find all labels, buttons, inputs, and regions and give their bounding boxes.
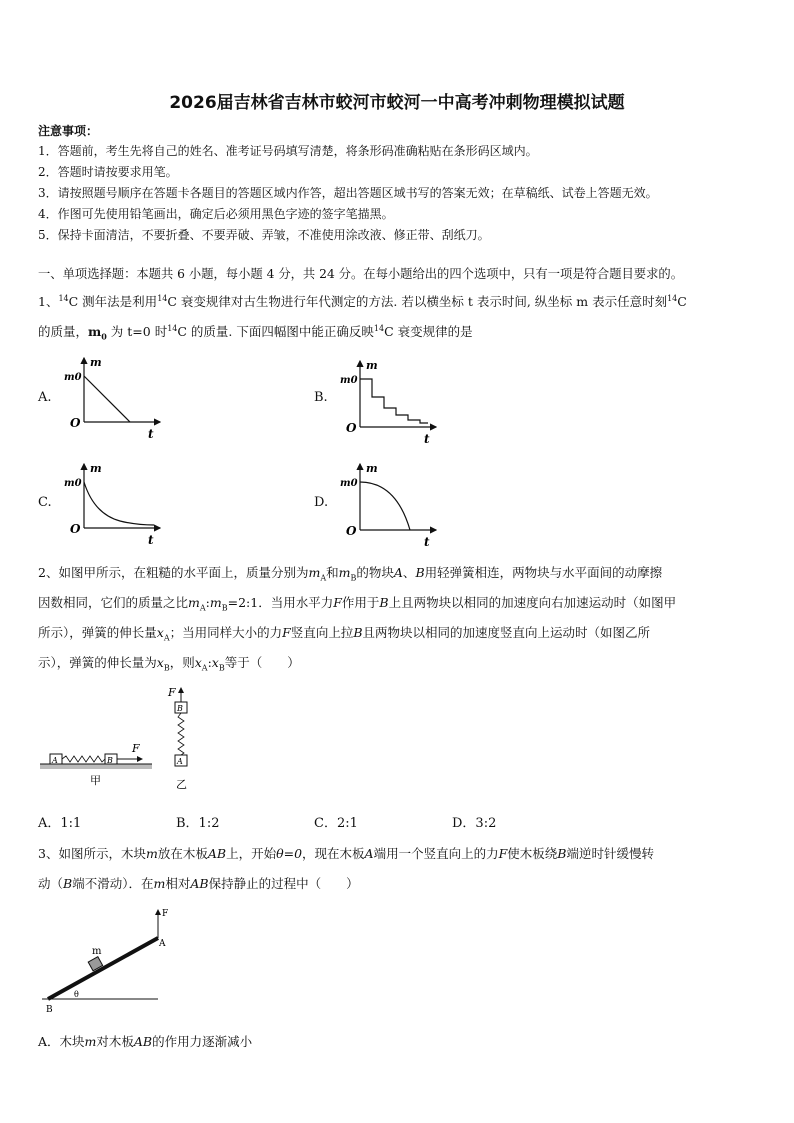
decay-curve bbox=[360, 379, 428, 423]
q2-line-2: 因数相同，它们的质量之比$m_A:m_B=2:1$．当用水平力F作用于B上且两物块以相同的加速度向右加速运动时（如图甲 bbox=[38, 595, 677, 613]
board-ab bbox=[48, 938, 158, 999]
q3-line-1: 3、如图所示，木块m放在木板AB上，开始θ=0，现在木板A端用一个竖直向上的力F使木板绕B端逆时针缓慢转 bbox=[38, 846, 654, 861]
svg-text:m0: m0 bbox=[64, 478, 82, 489]
page-title: 2026届吉林省吉林市蛟河市蛟河一中高考冲刺物理模拟试题 bbox=[169, 93, 625, 113]
q1-line-1: 1、$^{14}$C 测年法是利用$^{14}$C 衰变规律对古生物进行年代测定的方法. 若以横坐标 t 表示时间, 纵坐标 m 表示任意时刻$^{14}$C bbox=[38, 293, 687, 309]
axis-label-m0: m0 bbox=[64, 372, 82, 383]
notice-item-2: 2．答题时请按要求用笔。 bbox=[38, 165, 178, 179]
graph-d bbox=[336, 458, 446, 550]
q2-line-1: 2、如图甲所示，在粗糙的水平面上，质量分别为$m_A$和$m_B$的物块A、B用轻弹簧相连，两物块与水平面间的动摩擦 bbox=[38, 565, 663, 583]
svg-text:F: F bbox=[162, 909, 169, 919]
graph-b bbox=[336, 355, 446, 447]
svg-text:m: m bbox=[366, 359, 378, 372]
q1-option-a[interactable]: A. bbox=[38, 390, 52, 405]
svg-text:O: O bbox=[346, 421, 357, 435]
svg-text:O: O bbox=[70, 522, 81, 536]
q1-line-2: 的质量，$m_0$ 为 t=0 时$^{14}$C 的质量. 下面四幅图中能正确反映$^{14}$C 衰变规律的是 bbox=[38, 323, 473, 342]
q2-option-b[interactable]: B．1:2 bbox=[176, 816, 220, 831]
fig-label-yi: 乙 bbox=[176, 778, 187, 791]
q2-line-4: 示），弹簧的伸长量为$x_B$，则$x_A:x_B$等于（ ） bbox=[38, 655, 300, 673]
svg-text:B: B bbox=[46, 1005, 53, 1015]
q2-option-c[interactable]: C．2:1 bbox=[314, 816, 358, 831]
q3-line-2: 动（B端不滑动）．在m相对AB保持静止的过程中（ ） bbox=[38, 876, 359, 891]
q1-option-c[interactable]: C. bbox=[38, 495, 52, 510]
svg-text:θ: θ bbox=[74, 990, 79, 999]
svg-text:F: F bbox=[132, 742, 140, 755]
q2-line-3: 所示），弹簧的伸长量$x_A$；当用同样大小的力F竖直向上拉B且两物块以相同的加速度竖直向上运动时（如图乙所 bbox=[38, 625, 651, 643]
svg-text:m0: m0 bbox=[340, 375, 358, 386]
q3-figure bbox=[38, 902, 178, 1017]
svg-text:m0: m0 bbox=[340, 478, 358, 489]
notice-item-1: 1．答题前，考生先将自己的姓名、准考证号码填写清楚，将条形码准确粘贴在条形码区域内。 bbox=[38, 144, 538, 158]
q2-option-a[interactable]: A．1:1 bbox=[38, 816, 82, 831]
graph-c bbox=[60, 458, 170, 548]
svg-text:O: O bbox=[346, 524, 357, 538]
svg-text:m: m bbox=[90, 462, 102, 475]
svg-text:t: t bbox=[424, 432, 430, 446]
svg-text:A: A bbox=[177, 757, 183, 766]
q2-figure bbox=[38, 684, 208, 796]
svg-text:B: B bbox=[107, 756, 113, 765]
q1-option-b[interactable]: B. bbox=[314, 390, 328, 405]
svg-text:A: A bbox=[52, 756, 58, 765]
graph-a bbox=[60, 352, 170, 442]
svg-text:A: A bbox=[159, 939, 166, 949]
q3-option-a[interactable]: A．木块m对木板AB的作用力逐渐减小 bbox=[38, 1034, 253, 1049]
svg-text:B: B bbox=[177, 704, 183, 713]
notice-item-4: 4．作图可先使用铅笔画出，确定后必须用黑色字迹的签字笔描黑。 bbox=[38, 207, 394, 221]
decay-curve bbox=[84, 482, 154, 525]
origin-label: O bbox=[70, 416, 81, 430]
q1-option-d[interactable]: D. bbox=[314, 495, 329, 510]
svg-text:m: m bbox=[366, 462, 378, 475]
svg-text:t: t bbox=[148, 533, 154, 547]
decay-curve bbox=[84, 376, 130, 422]
spring bbox=[62, 756, 105, 762]
axis-label-m: m bbox=[90, 356, 102, 369]
q2-option-d[interactable]: D．3:2 bbox=[452, 816, 497, 831]
fig-label-jia: 甲 bbox=[90, 774, 101, 787]
notice-heading: 注意事项： bbox=[38, 124, 99, 138]
svg-text:F: F bbox=[168, 686, 176, 699]
decay-curve bbox=[360, 482, 410, 530]
axis-label-t: t bbox=[148, 427, 154, 441]
svg-text:m: m bbox=[92, 946, 102, 957]
notice-item-5: 5．保持卡面清洁，不要折叠、不要弄破、弄皱，不准使用涂改液、修正带、刮纸刀。 bbox=[38, 228, 490, 242]
section-heading: 一、单项选择题：本题共 6 小题，每小题 4 分，共 24 分。在每小题给出的四个选项中，只有一项是符合题目要求的。 bbox=[38, 267, 683, 281]
svg-text:t: t bbox=[424, 535, 430, 549]
notice-item-3: 3．请按照题号顺序在答题卡各题目的答题区域内作答，超出答题区域书写的答案无效；在草稿纸、试卷上答题无效。 bbox=[38, 186, 658, 200]
spring-vertical bbox=[178, 713, 184, 755]
